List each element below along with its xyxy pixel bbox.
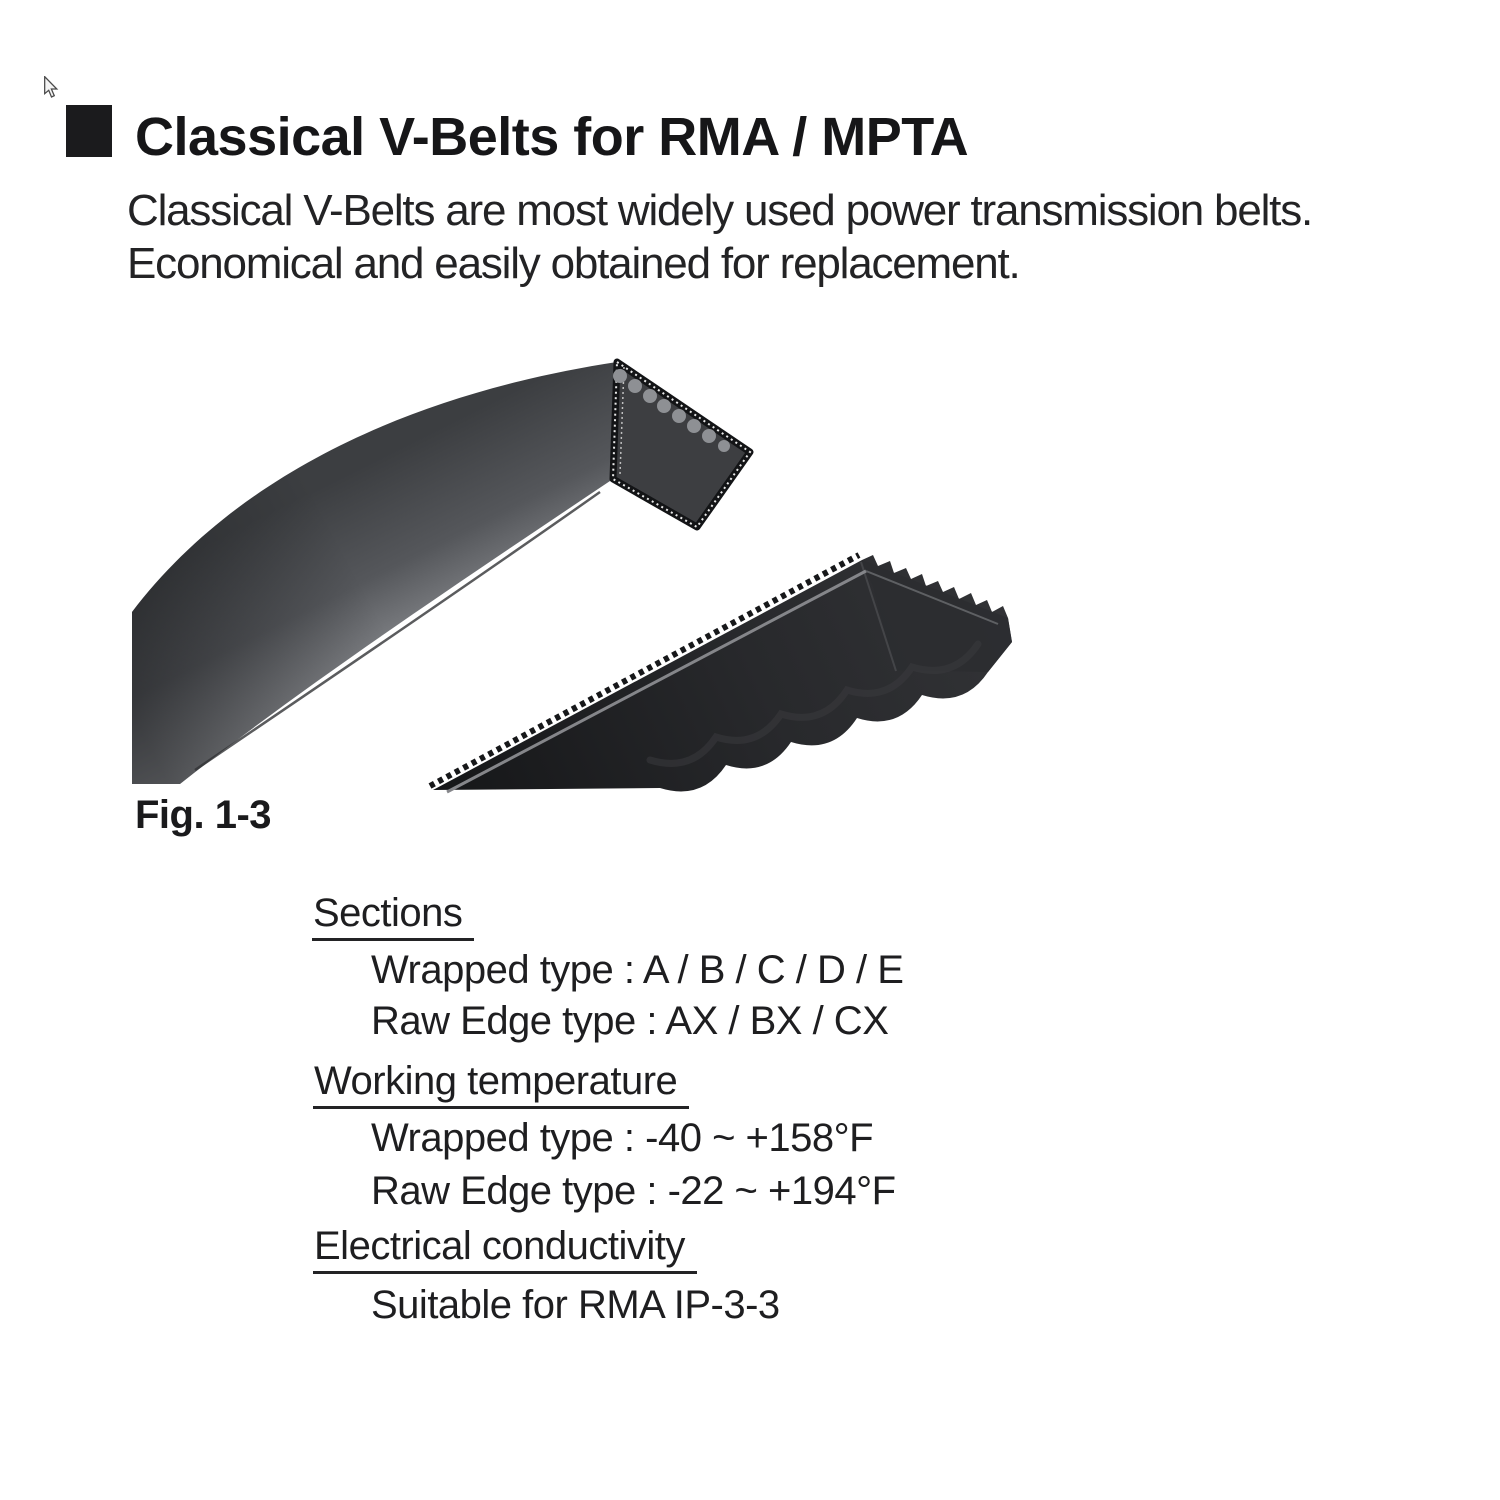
spec-item-temp-wrapped: Wrapped type : -40 ~ +158°F bbox=[371, 1116, 874, 1160]
intro-paragraph bbox=[127, 184, 1312, 290]
mouse-cursor-icon bbox=[42, 76, 60, 100]
spec-item-sections-wrapped: Wrapped type : A / B / C / D / E bbox=[371, 948, 904, 992]
spec-heading-working-temperature: Working temperature bbox=[313, 1061, 689, 1109]
spec-heading-electrical-conductivity: Electrical conductivity bbox=[313, 1226, 697, 1274]
heading-square-bullet bbox=[66, 105, 112, 157]
spec-item-temp-rawedge: Raw Edge type : -22 ~ +194°F bbox=[371, 1169, 896, 1213]
raw-edge-cogged-v-belt bbox=[430, 555, 1012, 792]
spec-item-sections-rawedge: Raw Edge type : AX / BX / CX bbox=[371, 999, 889, 1043]
intro-line-1: Classical V-Belts are most widely used power transmission belts. bbox=[127, 186, 1313, 235]
figure-caption: Fig. 1-3 bbox=[135, 793, 272, 837]
page-title: Classical V-Belts for RMA / MPTA bbox=[135, 107, 969, 167]
spec-item-electrical-suitability: Suitable for RMA IP-3-3 bbox=[371, 1283, 780, 1327]
spec-heading-sections: Sections bbox=[312, 893, 474, 941]
v-belts-photo bbox=[95, 340, 1035, 810]
intro-line-2: Economical and easily obtained for replacement. bbox=[127, 239, 1020, 288]
belt-cut-face bbox=[613, 362, 750, 527]
